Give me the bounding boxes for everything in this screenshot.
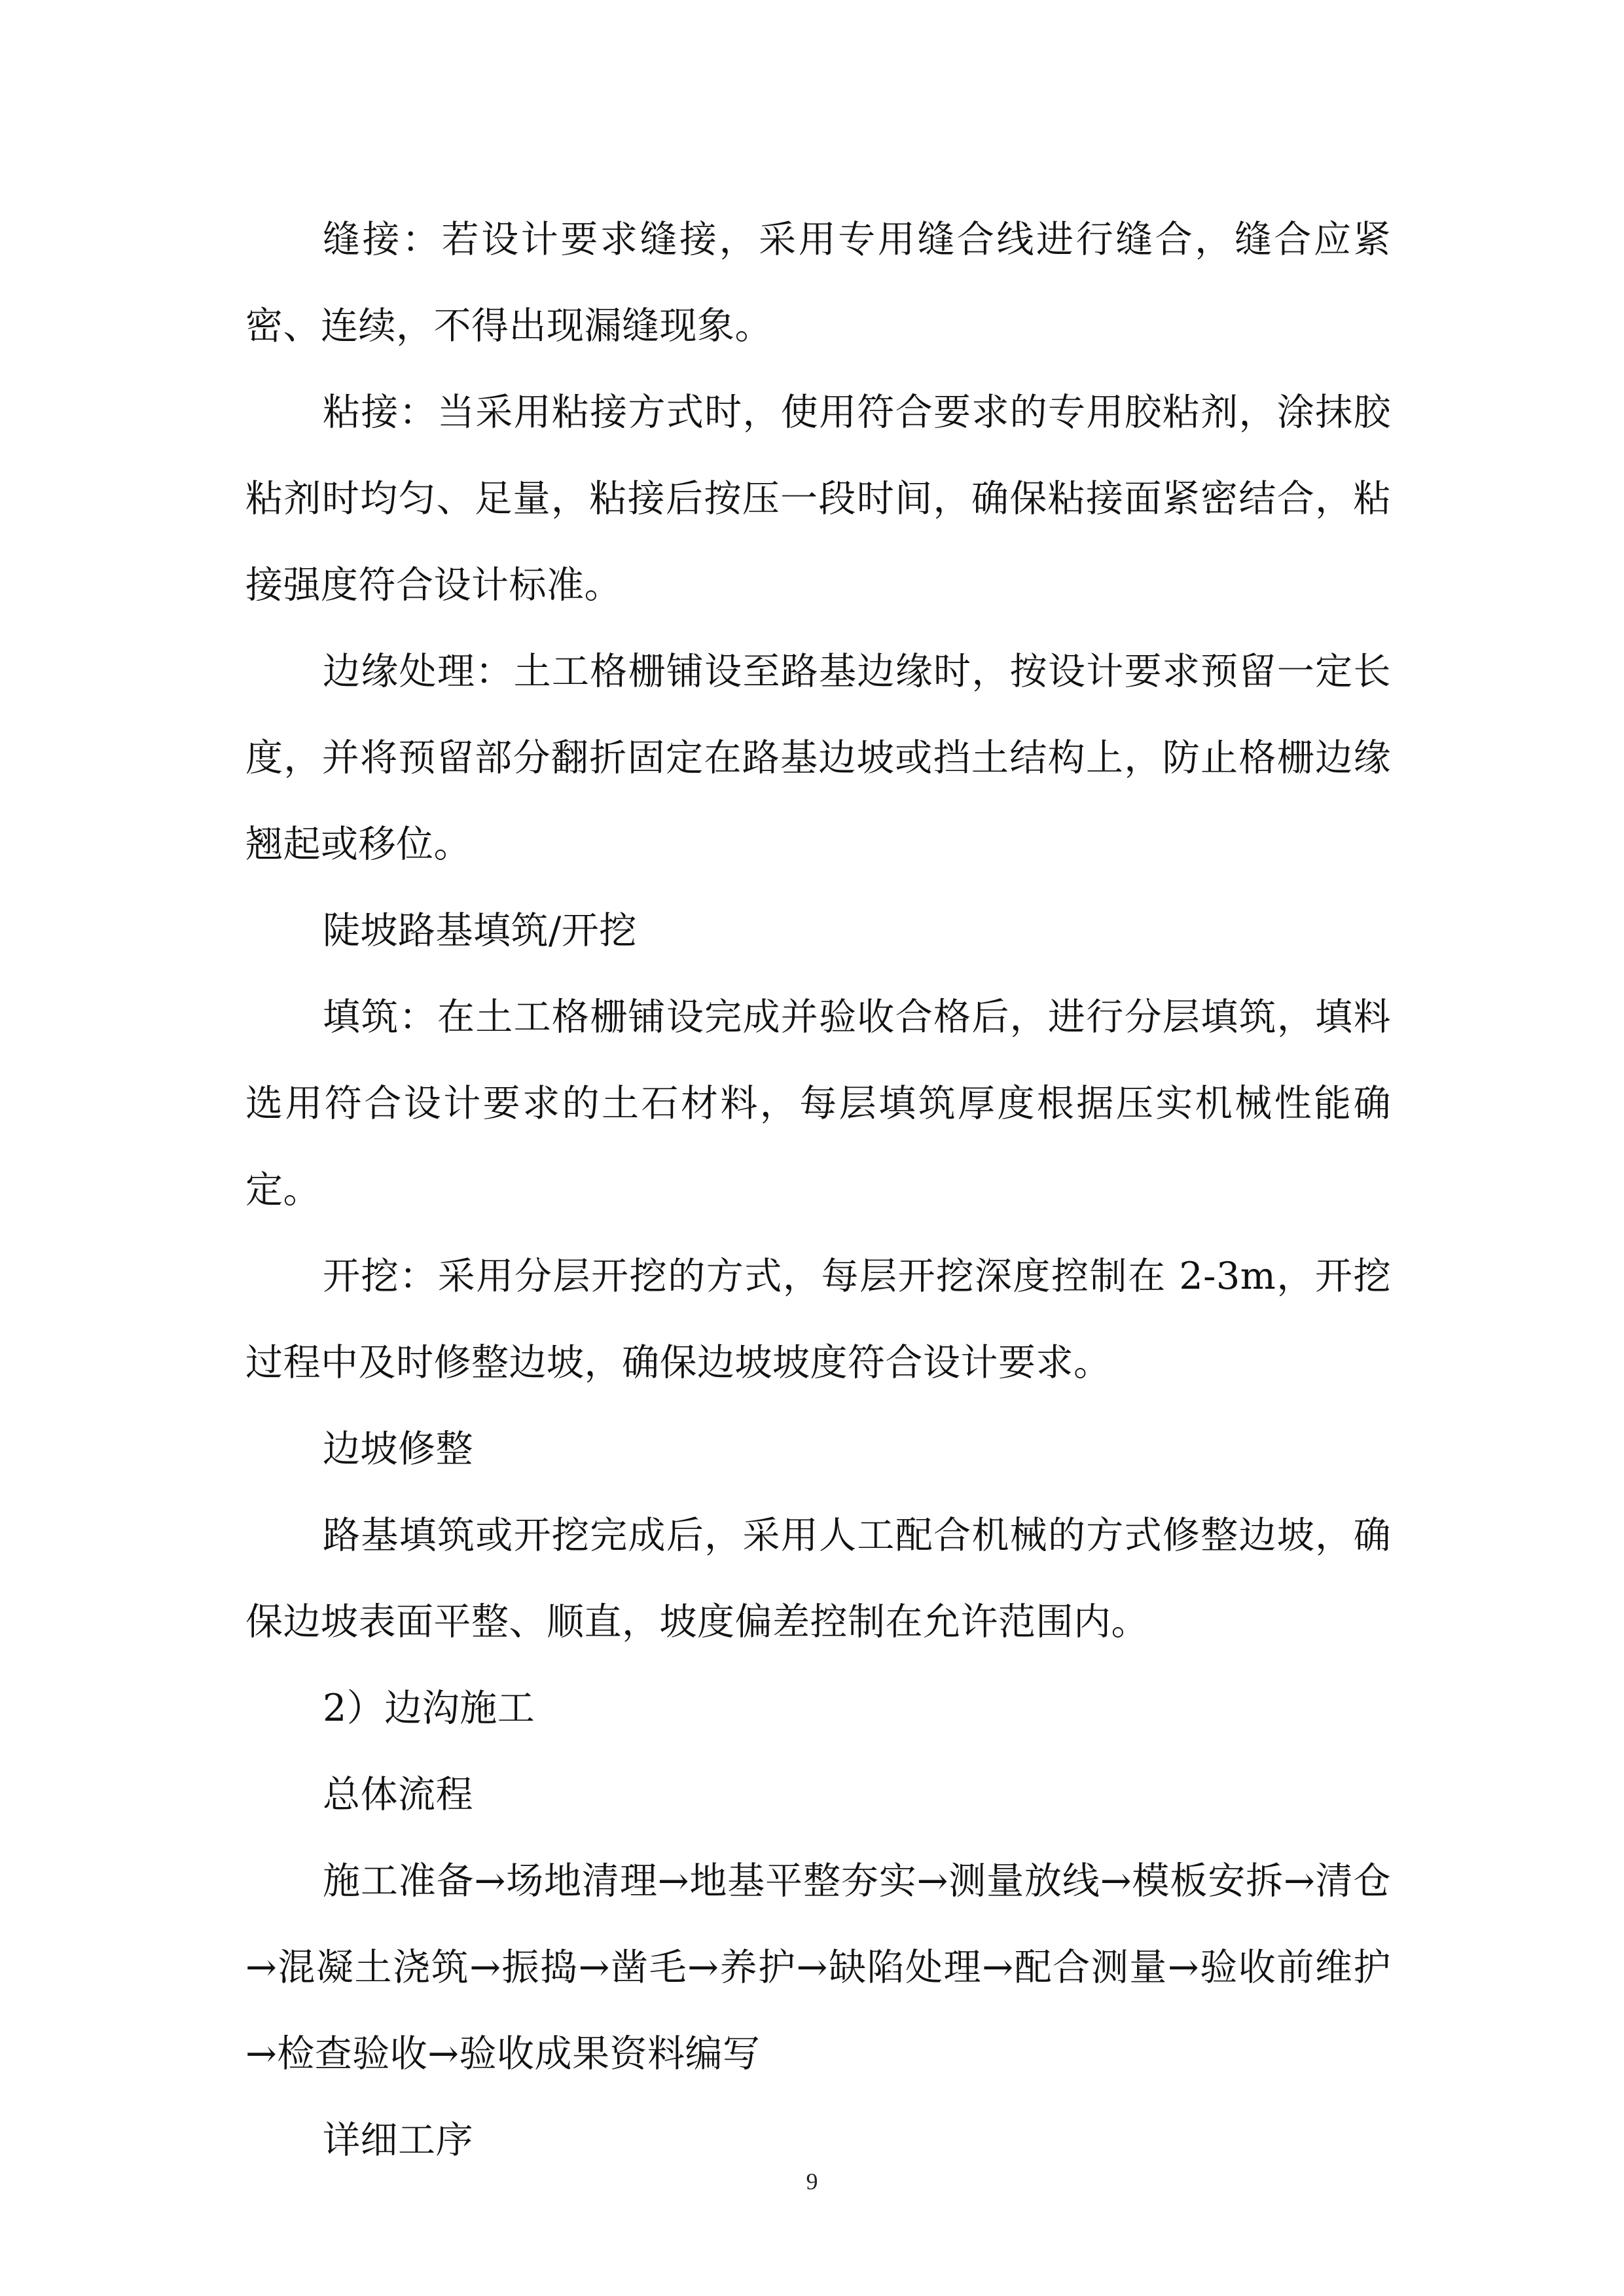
paragraph-stitching: 缝接：若设计要求缝接，采用专用缝合线进行缝合，缝合应紧密、连续，不得出现漏缝现象。	[245, 218, 1391, 348]
page-body	[245, 196, 1391, 2183]
paragraph-process-flow: 施工准备→场地清理→地基平整夯实→测量放线→模板安拆→清仓→混凝土浇筑→振捣→凿毛→养护→缺陷处理→配合测量→验收前维护→检查验收→验收成果资料编写	[245, 1859, 1391, 2075]
paragraph-filling: 填筑：在土工格栅铺设完成并验收合格后，进行分层填筑，填料选用符合设计要求的土石材料，每层填筑厚度根据压实机械性能确定。	[245, 996, 1391, 1211]
paragraph-slope-trimming: 路基填筑或开挖完成后，采用人工配合机械的方式修整边坡，确保边坡表面平整、顺直，坡度偏差控制在允许范围内。	[245, 1514, 1391, 1643]
paragraph-bonding: 粘接：当采用粘接方式时，使用符合要求的专用胶粘剂，涂抹胶粘剂时均匀、足量，粘接后按压一段时间，确保粘接面紧密结合，粘接强度符合设计标准。	[245, 391, 1391, 607]
paragraph-excavation: 开挖：采用分层开挖的方式，每层开挖深度控制在 2-3m，开挖过程中及时修整边坡，确保边坡坡度符合设计要求。	[245, 1255, 1391, 1384]
heading-slope-trimming: 边坡修整	[323, 1427, 473, 1471]
heading-side-ditch-construction: 2）边沟施工	[323, 1687, 535, 1730]
heading-overall-process: 总体流程	[323, 1773, 473, 1816]
heading-detailed-procedures: 详细工序	[323, 2119, 473, 2162]
paragraph-edge-treatment: 边缘处理：土工格栅铺设至路基边缘时，按设计要求预留一定长度，并将预留部分翻折固定在路基边坡或挡土结构上，防止格栅边缘翘起或移位。	[245, 650, 1391, 866]
page-number: 9	[806, 2168, 818, 2195]
heading-steep-slope-fill-excavation: 陡坡路基填筑/开挖	[323, 909, 637, 952]
